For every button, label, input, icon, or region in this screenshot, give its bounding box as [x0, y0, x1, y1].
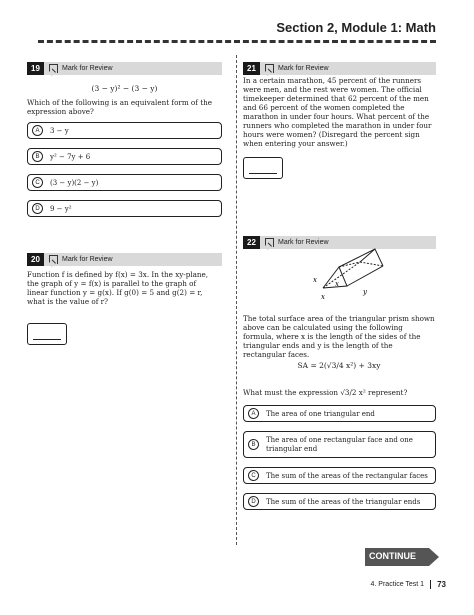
choice-text: The area of one rectangular face and one triangular end [266, 435, 413, 453]
choice-text: The sum of the areas of the triangular ends [266, 497, 421, 506]
q22-choice-c[interactable] [243, 467, 436, 484]
q22-choice-d[interactable] [243, 493, 436, 510]
question-number: 20 [27, 253, 44, 266]
page-number: 73 [430, 580, 446, 589]
figure-label-x: x [313, 276, 317, 284]
question-number: 22 [243, 236, 260, 249]
q22-choice-a[interactable] [243, 405, 436, 422]
q19-choice-a[interactable] [27, 122, 222, 139]
choice-letter: B [248, 439, 259, 450]
mark-for-review-label[interactable]: Mark for Review [62, 256, 113, 263]
question-19-header [27, 62, 222, 75]
q20-answer-input[interactable] [27, 323, 67, 345]
choice-letter: C [248, 470, 259, 481]
mark-for-review-label[interactable]: Mark for Review [62, 65, 113, 72]
q21-prompt: In a certain marathon, 45 percent of the runners were men, and the rest were women. The official timekeeper determined that 62 percent of the men and 66 percent of the women completed the marathon in under four hours. What percent of the runners who completed the marathon in under four hours were women? (Disregard the percent sign when entering your answer.) [243, 76, 432, 148]
page-footer [371, 580, 446, 589]
choice-text: 9 − y² [50, 204, 72, 213]
answer-underline [33, 339, 61, 340]
bookmark-icon[interactable] [49, 255, 58, 264]
footer-section: 4. Practice Test 1 [370, 581, 425, 588]
triangular-prism-figure [305, 244, 395, 308]
q19-expression: (3 − y)² − (3 − y) [91, 84, 158, 93]
q19-prompt: Which of the following is an equivalent form of the expression above? [27, 98, 212, 116]
choice-text: (3 − y)(2 − y) [50, 178, 99, 187]
choice-letter: A [248, 408, 259, 419]
answer-underline [249, 173, 277, 174]
figure-label-y: y [363, 288, 367, 296]
choice-text: 3 − y [50, 126, 69, 135]
choice-letter: D [248, 496, 259, 507]
q22-choice-b[interactable] [243, 431, 436, 458]
column-divider [236, 55, 237, 545]
choice-letter: D [32, 203, 43, 214]
choice-text: y² − 7y + 6 [50, 152, 91, 161]
question-21-header [243, 62, 436, 75]
q20-prompt: Function f is defined by f(x) = 3x. In the xy-plane, the graph of y = f(x) is parallel to the graph of linear function y = g(x). If g(0) = 5 and g(2) = r, what is the value of r? [27, 270, 209, 306]
mark-for-review-label[interactable]: Mark for Review [278, 239, 329, 246]
question-number: 19 [27, 62, 44, 75]
choice-text: The area of one triangular end [266, 409, 375, 418]
q22-prompt: The total surface area of the triangular prism shown above can be calculated using the following formula, where x is the length of the sides of the triangular ends and y is the length of the rectangular faces. [243, 314, 435, 359]
page-title: Section 2, Module 1: Math [276, 20, 436, 35]
q19-choice-d[interactable] [27, 200, 222, 217]
q21-answer-input[interactable] [243, 157, 283, 179]
bookmark-icon[interactable] [265, 64, 274, 73]
question-number: 21 [243, 62, 260, 75]
figure-label-x: x [321, 293, 325, 301]
continue-button[interactable] [365, 548, 439, 566]
choice-text: The sum of the areas of the rectangular faces [266, 471, 428, 480]
mark-for-review-label[interactable]: Mark for Review [278, 65, 329, 72]
question-20-header [27, 253, 222, 266]
q19-choice-c[interactable] [27, 174, 222, 191]
header-divider [38, 40, 436, 43]
choice-letter: A [32, 125, 43, 136]
figure-label-x: x [335, 280, 339, 288]
bookmark-icon[interactable] [265, 238, 274, 247]
q22-formula: SA = 2(√3/4 x²) + 3xy [297, 361, 381, 370]
choice-letter: C [32, 177, 43, 188]
bookmark-icon[interactable] [49, 64, 58, 73]
choice-letter: B [32, 151, 43, 162]
q22-question: What must the expression √3/2 x² represent? [243, 388, 408, 397]
q19-choice-b[interactable] [27, 148, 222, 165]
continue-label: CONTINUE [369, 551, 416, 561]
